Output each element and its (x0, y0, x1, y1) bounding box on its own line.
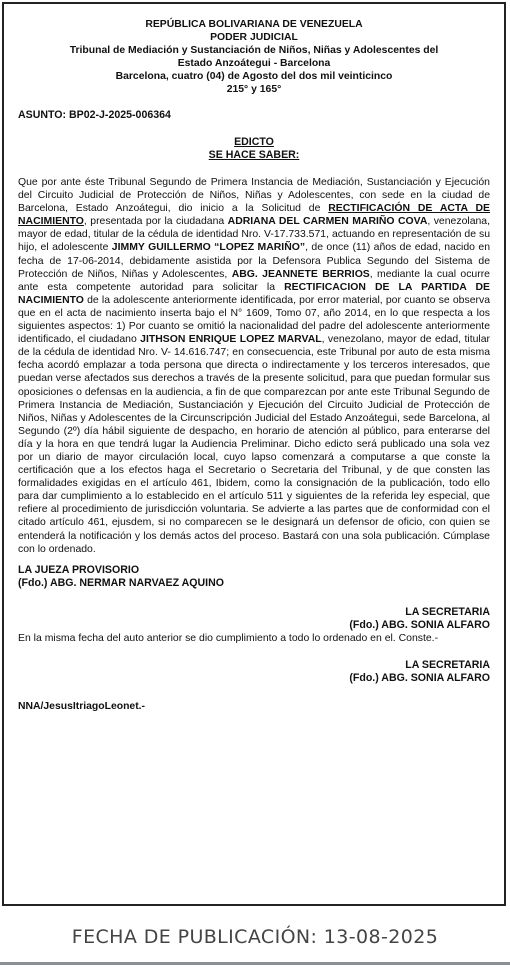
judge-title: LA JUEZA PROVISORIO (18, 563, 140, 576)
header-country: REPÚBLICA BOLIVARIANA DE VENEZUELA (145, 19, 363, 30)
bottom-divider (0, 962, 510, 965)
body-text-2: , presentada por la ciudadana (83, 216, 228, 228)
body-bold-defender: ABG. JEANNETE BERRIOS (231, 268, 370, 280)
secretary-name-1: (Fdo.) ABG. SONIA ALFARO (349, 618, 490, 631)
publication-date: FECHA DE PUBLICACIÓN: 13-08-2025 (71, 926, 439, 948)
secretary-signature-2 (18, 659, 490, 685)
conste-note: En la misma fecha del auto anterior se dio cumplimiento a todo lo ordenado en el. Conste.- (18, 632, 439, 644)
secretary-name-2: (Fdo.) ABG. SONIA ALFARO (349, 671, 490, 684)
body-text-3: , venezolana, mayor de edad, titular de la cédula de identidad Nro. V-17.733.571, actuando en representación de su hijo, el adolescente (18, 216, 491, 254)
header-years: 215° y 165° (226, 84, 282, 95)
body-bold-rectification: RECTIFICACION DE LA PARTIDA DE NACIMIENTO (18, 281, 490, 306)
secretary-title-1: LA SECRETARIA (405, 605, 490, 618)
body-bold-request: RECTIFICACIÓN DE ACTA DE NACIMIENTO (18, 203, 490, 228)
body-text-4: , de once (11) años de edad, nacido en fecha de 17-06-2014, debidamente asistida por la Defensora Publica Segundo del Sistema de Protección de Niños, Niñas y Adolescentes, (18, 242, 491, 280)
judge-name: (Fdo.) ABG. NERMAR NARVAEZ AQUINO (18, 576, 224, 589)
header-date: Barcelona, cuatro (04) de Agosto del dos mil veinticinco (115, 71, 393, 82)
header-court: Tribunal de Mediación y Sustanciación de Niños, Niñas y Adolescentes del (69, 45, 439, 56)
edict-subheading: SE HACE SABER: (208, 149, 300, 161)
secretary-signature-1 (18, 606, 490, 632)
secretary-title-2: LA SECRETARIA (405, 658, 490, 671)
body-bold-minor: JIMMY GUILLERMO “LOPEZ MARIÑO” (111, 242, 306, 254)
edict-document (2, 2, 506, 906)
edict-heading: EDICTO (234, 136, 274, 148)
body-text-7: , venezolano, mayor de edad, titular de la cédula de identidad Nro. V- 14.616.747; en consecuencia, este Tribunal por auto de esta misma fecha acordó emplazar a toda persona que directa o indirectamente y los terceros interesados, que puedan verse afectados sus derechos a través de la presente solicitud, para que puedan formular sus oposiciones o defensas en la audiencia, a fin de que comparezcan por ante este Tribunal Segundo de Primera Instancia de Mediación, Sustanciación y Ejecución del Circuito Judicial de Protección de Niños, Niñas y Adolescentes de la Circunscripción Judicial del Estado Anzoátegui, sede Barcelona, al Segundo (2º) día hábil siguiente de despacho, en horario de atención al público, para enterarse del día y la hora en que tendrá lugar la Audiencia Preliminar. Dicho edicto será publicado una sola vez por un diario de mayor circulación local, cuyo lapso comenzará a computarse a que conste la certificación que a los efectos haga el Secretario o Secretaria del Tribunal, y de que consten las formalidades exigidas en el artículo 461, Ibidem, como la consignación de la publicación, todo ello para dar cumplimiento a lo establecido en el artículo 511 y siguientes de la referida ley especial, que refiere al procedimiento de jurisdicción voluntaria. Se advierte a las partes que de conformidad con el citado artículo 461, ejusdem, si no comparecen se le designará un defensor de oficio, con quien se entenderá la notificación y los demás actos del proceso. Bastará con una sola publicación. Cúmplase con lo ordenado. (18, 334, 490, 555)
body-bold-father: JITHSON ENRIQUE LOPEZ MARVAL (140, 334, 322, 346)
document-header (18, 18, 490, 96)
case-number: ASUNTO: BP02-J-2025-006364 (18, 109, 171, 121)
body-text-6: de la adolescente anteriormente identificada, por error material, por cuanto se observa que en el acta de nacimiento inserta bajo el N° 1609, Tomo 07, año 2014, en lo que respecta a los siguientes aspectos: 1) Por cuanto se omitió la nacionalidad del padre del adolescente anteriormente identificado, el ciudadano (18, 294, 490, 346)
edict-title (18, 136, 490, 162)
body-text-1: Que por ante éste Tribunal Segundo de Primera Instancia de Mediación, Sustanciación y Ejecución del Circuito Judicial de Protección de Niños, Niñas y Adolescentes, con sede en la ciudad de Barcelona, Estado Anzoátegui, dio inicio a la Solicitud de (18, 177, 490, 215)
document-reference: NNA/JesusItriagoLeonet.- (18, 700, 146, 712)
body-text-5: , mediante la cual ocurre ante esta competente autoridad para solicitar la (18, 268, 490, 293)
edict-body (18, 176, 490, 556)
body-bold-applicant: ADRIANA DEL CARMEN MARIÑO COVA (227, 216, 428, 228)
header-branch: PODER JUDICIAL (210, 32, 298, 43)
header-state: Estado Anzoátegui - Barcelona (177, 58, 331, 69)
judge-signature (18, 564, 490, 590)
